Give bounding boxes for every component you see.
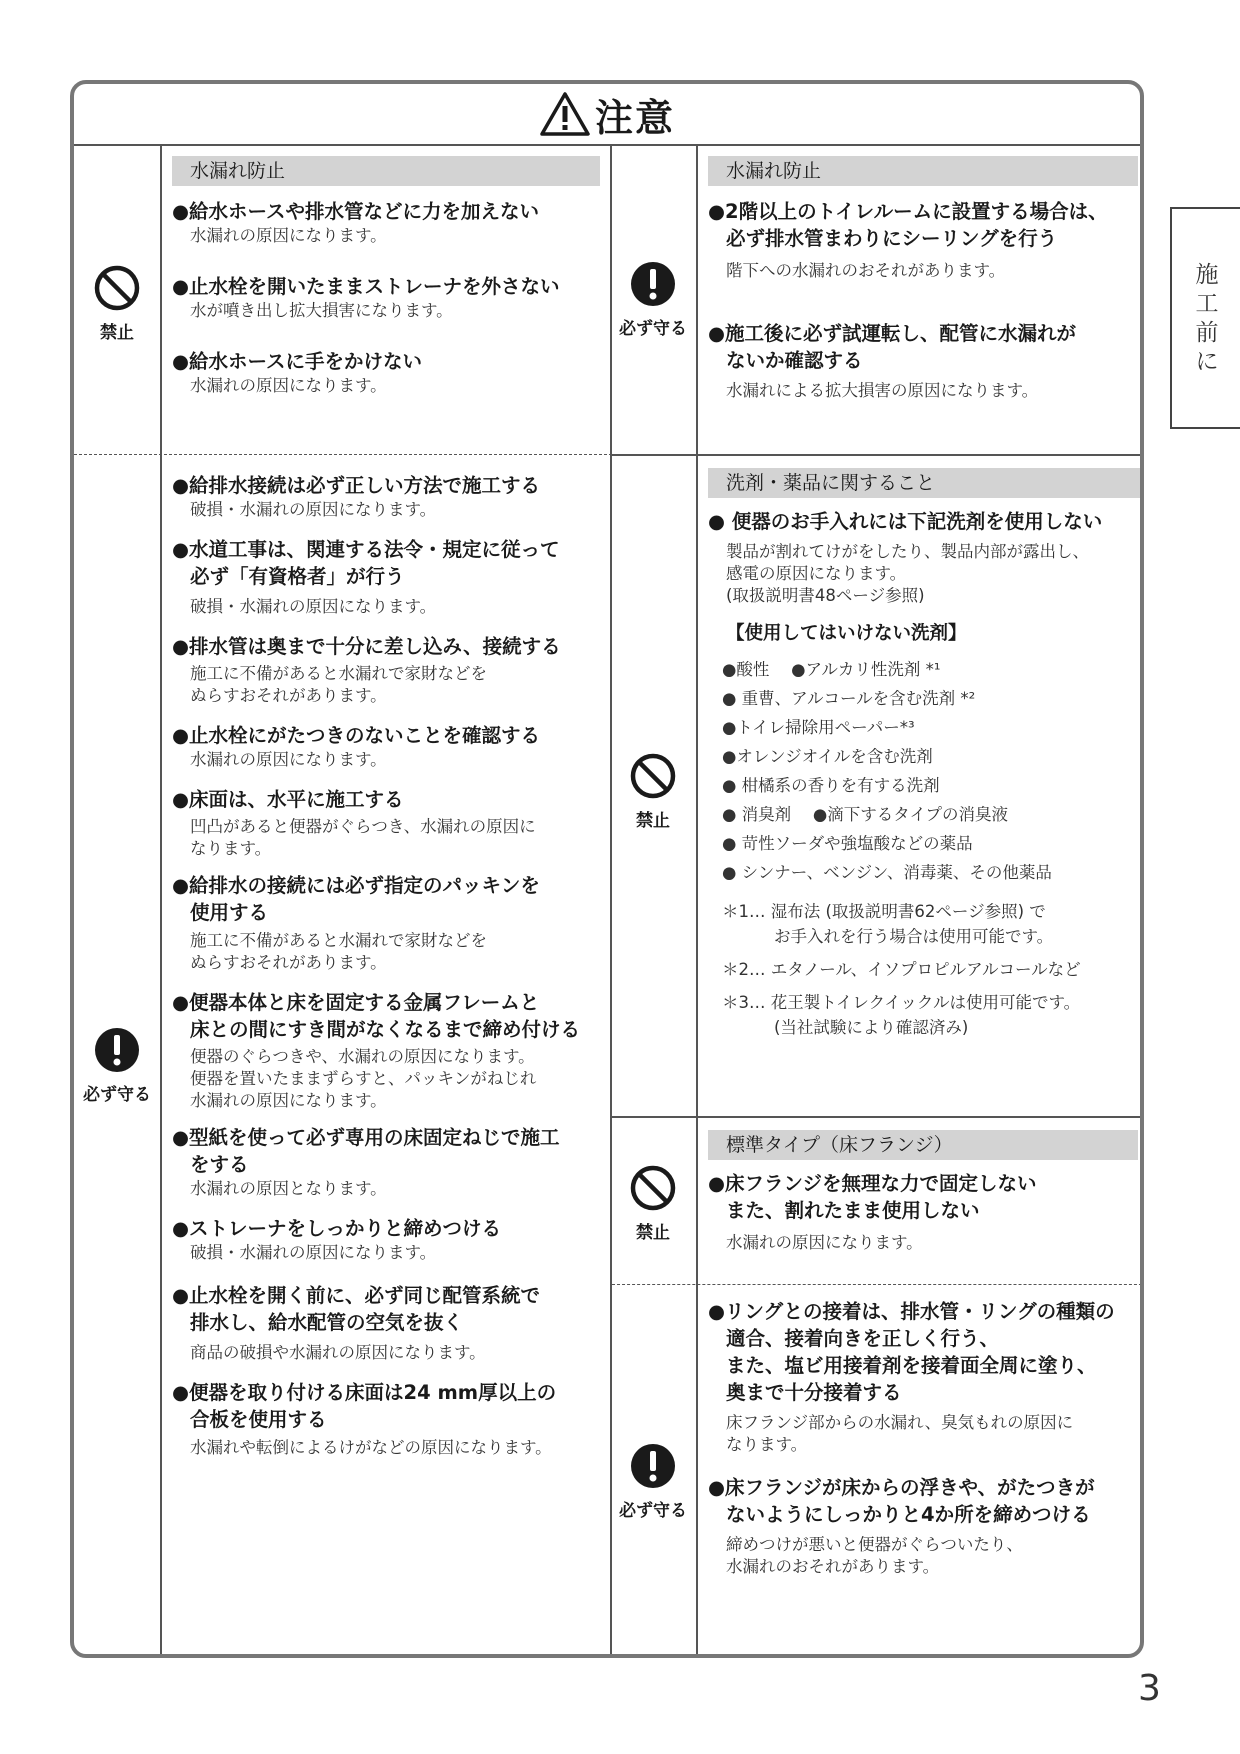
item-detail: 水漏れの原因になります。	[190, 226, 387, 245]
caution-header	[74, 84, 1140, 146]
left-top-panel	[172, 156, 600, 397]
item-detail: 凹凸があると便器がぐらつき、水漏れの原因に なります。	[190, 817, 536, 858]
item-heading: ●ストレーナをしっかりと締めつける	[172, 1217, 502, 1240]
list-item	[172, 273, 600, 322]
list-item	[172, 348, 600, 397]
item-detail: 水漏れの原因となります。	[190, 1179, 387, 1198]
list-item	[172, 536, 604, 618]
side-tab-label: 施工前に	[1195, 262, 1219, 375]
column-divider	[610, 146, 612, 1658]
prohibited-detergents-list	[708, 655, 1142, 887]
list-item	[172, 722, 604, 771]
item-detail: 水漏れや転倒によるけがなどの原因になります。	[190, 1438, 552, 1457]
list-item	[172, 1282, 604, 1364]
list-item	[708, 1474, 1142, 1578]
item-heading: ●給排水の接続には必ず指定のパッキンを 使用する	[172, 874, 540, 924]
page-number: 3	[1138, 1668, 1161, 1709]
prohibit-icon	[629, 1164, 677, 1212]
list-item: ● 柑橘系の香りを有する洗剤	[722, 776, 940, 795]
item-detail: 製品が割れてけがをしたり、製品内部が露出し、 感電の原因になります。 (取扱説明書48ページ参照)	[726, 542, 1089, 605]
item-detail: 水が噴き出し拡大損害になります。	[190, 301, 453, 320]
footnote: ＊1… 湿布法 (取扱説明書62ページ参照) で お手入れを行う場合は使用可能です。	[722, 902, 1054, 946]
row-divider	[612, 1284, 1144, 1285]
item-detail: 階下への水漏れのおそれがあります。	[726, 261, 1006, 280]
list-item: ●トイレ掃除用ペーパー*³	[722, 718, 915, 737]
item-detail: 便器のぐらつきや、水漏れの原因になります。 便器を置いたままずらすと、パッキンがねじれ 水漏れの原因になります。	[190, 1047, 537, 1110]
page-title: 注意	[594, 95, 675, 140]
item-heading: ●給水ホースに手をかけない	[172, 350, 423, 373]
caution-frame	[70, 80, 1144, 1658]
list-item: ●酸性 ●アルカリ性洗剤 *¹	[722, 660, 941, 679]
item-heading: ●便器を取り付ける床面は24 mm厚以上の 合板を使用する	[172, 1381, 557, 1431]
item-heading: ●施工後に必ず試運転し、配管に水漏れが ないか確認する	[708, 322, 1077, 372]
item-heading: ●便器本体と床を固定する金属フレームと 床との間にすき間がなくなるまで締め付ける	[172, 991, 581, 1041]
item-detail: 破損・水漏れの原因になります。	[190, 1243, 437, 1262]
mandatory-symbol	[610, 1442, 696, 1521]
section-band: 水漏れ防止	[708, 156, 1138, 186]
item-heading: ●水道工事は、関連する法令・規定に従って 必ず「有資格者」が行う	[172, 538, 560, 588]
column-divider	[160, 146, 162, 1658]
item-heading: ●床面は、水平に施工する	[172, 788, 404, 811]
item-heading: ●床フランジを無理な力で固定しない また、割れたまま使用しない	[708, 1172, 1037, 1222]
footnotes	[708, 899, 1142, 1040]
prohibit-icon	[629, 752, 677, 800]
right-flange-mandatory-panel	[708, 1298, 1142, 1578]
prohibit-symbol	[610, 752, 696, 831]
item-detail: 水漏れの原因になります。	[190, 750, 387, 769]
row-divider	[612, 1116, 1144, 1118]
right-top-panel	[708, 156, 1138, 402]
list-item: ●オレンジオイルを含む洗剤	[722, 747, 933, 766]
list-item	[708, 1298, 1142, 1456]
section-band: 水漏れ防止	[172, 156, 600, 186]
prohibit-icon	[93, 264, 141, 312]
list-item	[172, 198, 600, 247]
list-item	[172, 1215, 604, 1264]
item-detail: 水漏れの原因になります。	[726, 1233, 923, 1252]
item-heading: ●給排水接続は必ず正しい方法で施工する	[172, 474, 541, 497]
item-heading: ●給水ホースや排水管などに力を加えない	[172, 200, 540, 223]
mandatory-symbol	[74, 1026, 160, 1105]
list-item: ● 苛性ソーダや強塩酸などの薬品	[722, 834, 973, 853]
list-item: ● 消臭剤 ●滴下するタイプの消臭液	[722, 805, 1008, 824]
item-detail: 締めつけが悪いと便器がぐらついたり、 水漏れのおそれがあります。	[726, 1535, 1023, 1576]
item-detail: 破損・水漏れの原因になります。	[190, 597, 437, 616]
warning-triangle-icon	[539, 91, 591, 137]
list-item	[172, 872, 604, 974]
list-item	[172, 472, 604, 521]
mandatory-label: 必ず守る	[619, 1501, 687, 1521]
footnote: ＊3… 花王製トイレクイックルは使用可能です。 (当社試験により確認済み)	[722, 993, 1081, 1037]
exclamation-circle-icon	[629, 1442, 677, 1490]
item-heading: ●床フランジが床からの浮きや、がたつきが ないようにしっかりと4か所を締めつける	[708, 1476, 1095, 1526]
mandatory-label: 必ず守る	[83, 1085, 151, 1105]
list-item: ● シンナー、ベンジン、消毒薬、その他薬品	[722, 863, 1052, 882]
item-heading: ●リングとの接着は、排水管・リングの種類の 適合、接着向きを正しく行う、 また、塩ビ用接着剤を接着面全周に塗り、 奥まで十分接着する	[708, 1300, 1115, 1404]
right-detergent-panel	[708, 468, 1142, 1040]
item-heading: ●2階以上のトイレルームに設置する場合は、 必ず排水管まわりにシーリングを行う	[708, 200, 1108, 250]
column-divider	[696, 146, 698, 1658]
list-item	[172, 786, 604, 860]
list-item: ● 重曹、アルコールを含む洗剤 *²	[722, 689, 976, 708]
item-detail: 破損・水漏れの原因になります。	[190, 500, 437, 519]
prohibit-symbol	[74, 264, 160, 343]
prohibit-label: 禁止	[100, 323, 134, 343]
item-heading: ●止水栓を開いたままストレーナを外さない	[172, 275, 560, 298]
mandatory-symbol	[610, 260, 696, 339]
prohibited-detergents-heading: 【使用してはいけない洗剤】	[726, 623, 967, 644]
list-item	[172, 633, 604, 707]
item-detail: 水漏れの原因になります。	[190, 376, 387, 395]
item-heading: ●止水栓を開く前に、必ず同じ配管系統で 排水し、給水配管の空気を抜く	[172, 1284, 541, 1334]
list-item	[708, 198, 1138, 282]
list-item	[172, 1124, 604, 1200]
prohibit-label: 禁止	[636, 811, 670, 831]
item-detail: 施工に不備があると水漏れで家財などを ぬらすおそれがあります。	[190, 664, 487, 705]
prohibit-symbol	[610, 1164, 696, 1243]
item-heading: ●止水栓にがたつきのないことを確認する	[172, 724, 541, 747]
exclamation-circle-icon	[629, 260, 677, 308]
list-item	[172, 1379, 604, 1459]
row-divider	[612, 454, 1144, 456]
item-heading: ●排水管は奥まで十分に差し込み、接続する	[172, 635, 561, 658]
item-heading: ● 便器のお手入れには下記洗剤を使用しない	[708, 510, 1103, 533]
item-detail: 水漏れによる拡大損害の原因になります。	[726, 381, 1039, 400]
item-detail: 施工に不備があると水漏れで家財などを ぬらすおそれがあります。	[190, 931, 487, 972]
prohibit-label: 禁止	[636, 1223, 670, 1243]
row-divider	[74, 454, 612, 455]
mandatory-label: 必ず守る	[619, 319, 687, 339]
footnote: ＊2… エタノール、イソプロピルアルコールなど	[722, 960, 1081, 979]
item-detail: 床フランジ部からの水漏れ、臭気もれの原因に なります。	[726, 1413, 1074, 1454]
list-item	[172, 989, 604, 1112]
section-band: 標準タイプ（床フランジ）	[708, 1130, 1138, 1160]
section-side-tab	[1170, 207, 1240, 429]
item-detail: 商品の破損や水漏れの原因になります。	[190, 1343, 486, 1362]
section-band: 洗剤・薬品に関すること	[708, 468, 1142, 498]
exclamation-circle-icon	[93, 1026, 141, 1074]
right-flange-prohibit-panel	[708, 1130, 1138, 1254]
item-heading: ●型紙を使って必ず専用の床固定ねじで施工 をする	[172, 1126, 560, 1176]
left-bottom-panel	[172, 472, 604, 1459]
list-item	[708, 320, 1138, 402]
